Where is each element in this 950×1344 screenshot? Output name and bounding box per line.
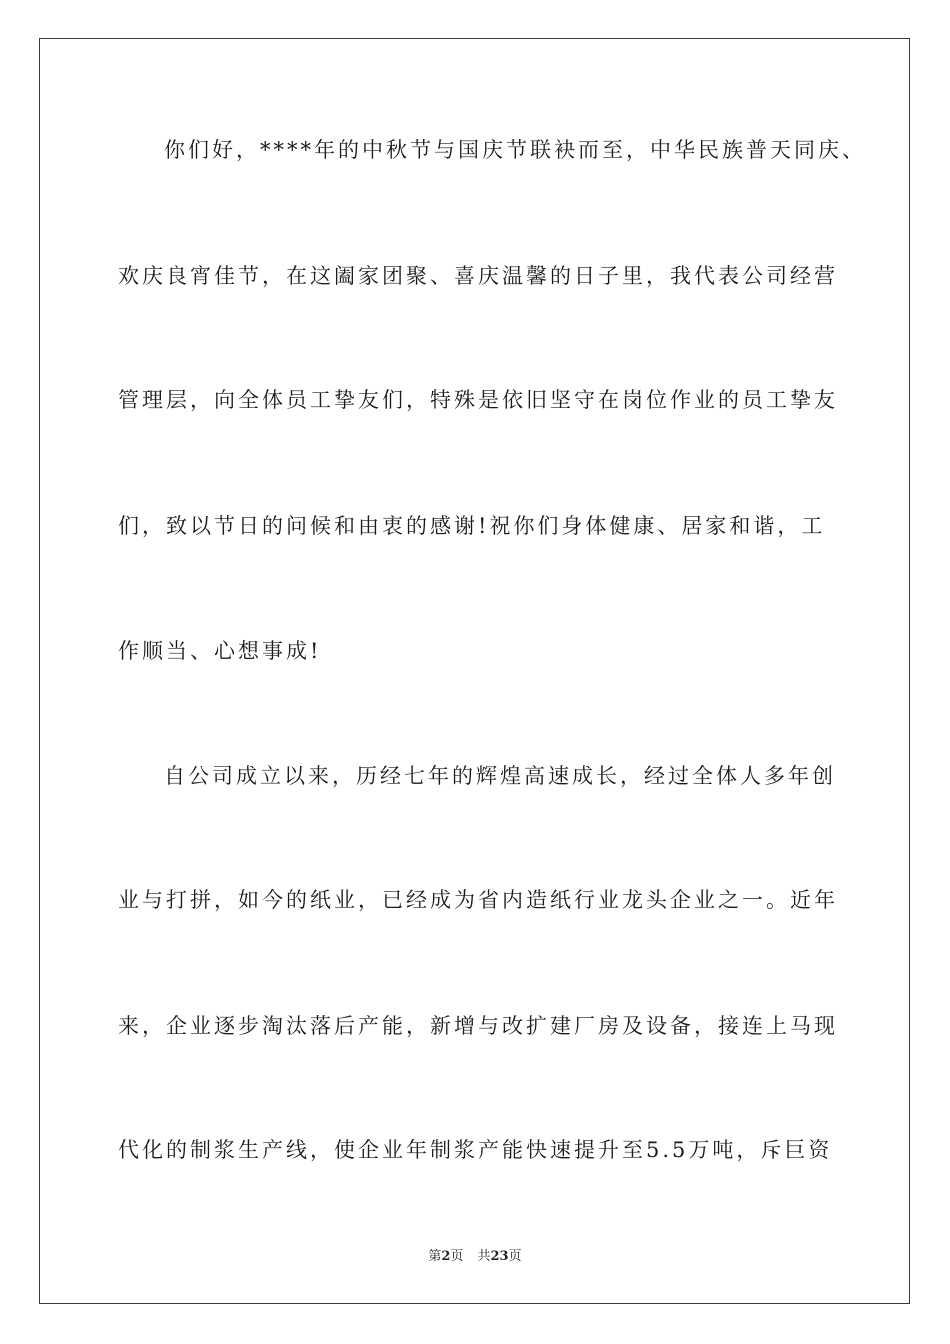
paragraph-1-line-4: 们，致以节日的问候和由衷的感谢!祝你们身体健康、居家和谐，工 — [118, 514, 826, 538]
page-border — [39, 38, 910, 1304]
paragraph-1-line-3: 管理层，向全体员工挚友们，特殊是依旧坚守在岗位作业的员工挚友 — [118, 388, 838, 412]
total-pages: 23 — [490, 1249, 509, 1264]
page-prefix: 第 — [428, 1249, 442, 1264]
paragraph-2-line-3: 来，企业逐步淘汰落后产能，新增与改扩建厂房及设备，接连上马现 — [118, 1014, 838, 1038]
total-prefix: 共 — [477, 1249, 491, 1264]
paragraph-2-line-1: 自公司成立以来，历经七年的辉煌高速成长，经过全体人多年创 — [164, 764, 836, 788]
paragraph-2-line-4: 代化的制浆生产线，使企业年制浆产能快速提升至5.5万吨，斥巨资 — [118, 1138, 833, 1162]
page-number: 2 — [441, 1249, 451, 1264]
paragraph-2-line-2: 业与打拼，如今的纸业，已经成为省内造纸行业龙头企业之一。近年 — [118, 888, 838, 912]
total-suffix: 页 — [508, 1249, 522, 1264]
page-footer — [0, 1248, 950, 1266]
paragraph-1-line-2: 欢庆良宵佳节，在这阖家团聚、喜庆温馨的日子里，我代表公司经营 — [118, 264, 838, 288]
paragraph-1-line-5: 作顺当、心想事成! — [118, 639, 322, 663]
paragraph-1-line-1: 你们好，****年的中秋节与国庆节联袂而至，中华民族普天同庆、 — [164, 138, 866, 162]
page-suffix: 页 — [450, 1249, 464, 1264]
